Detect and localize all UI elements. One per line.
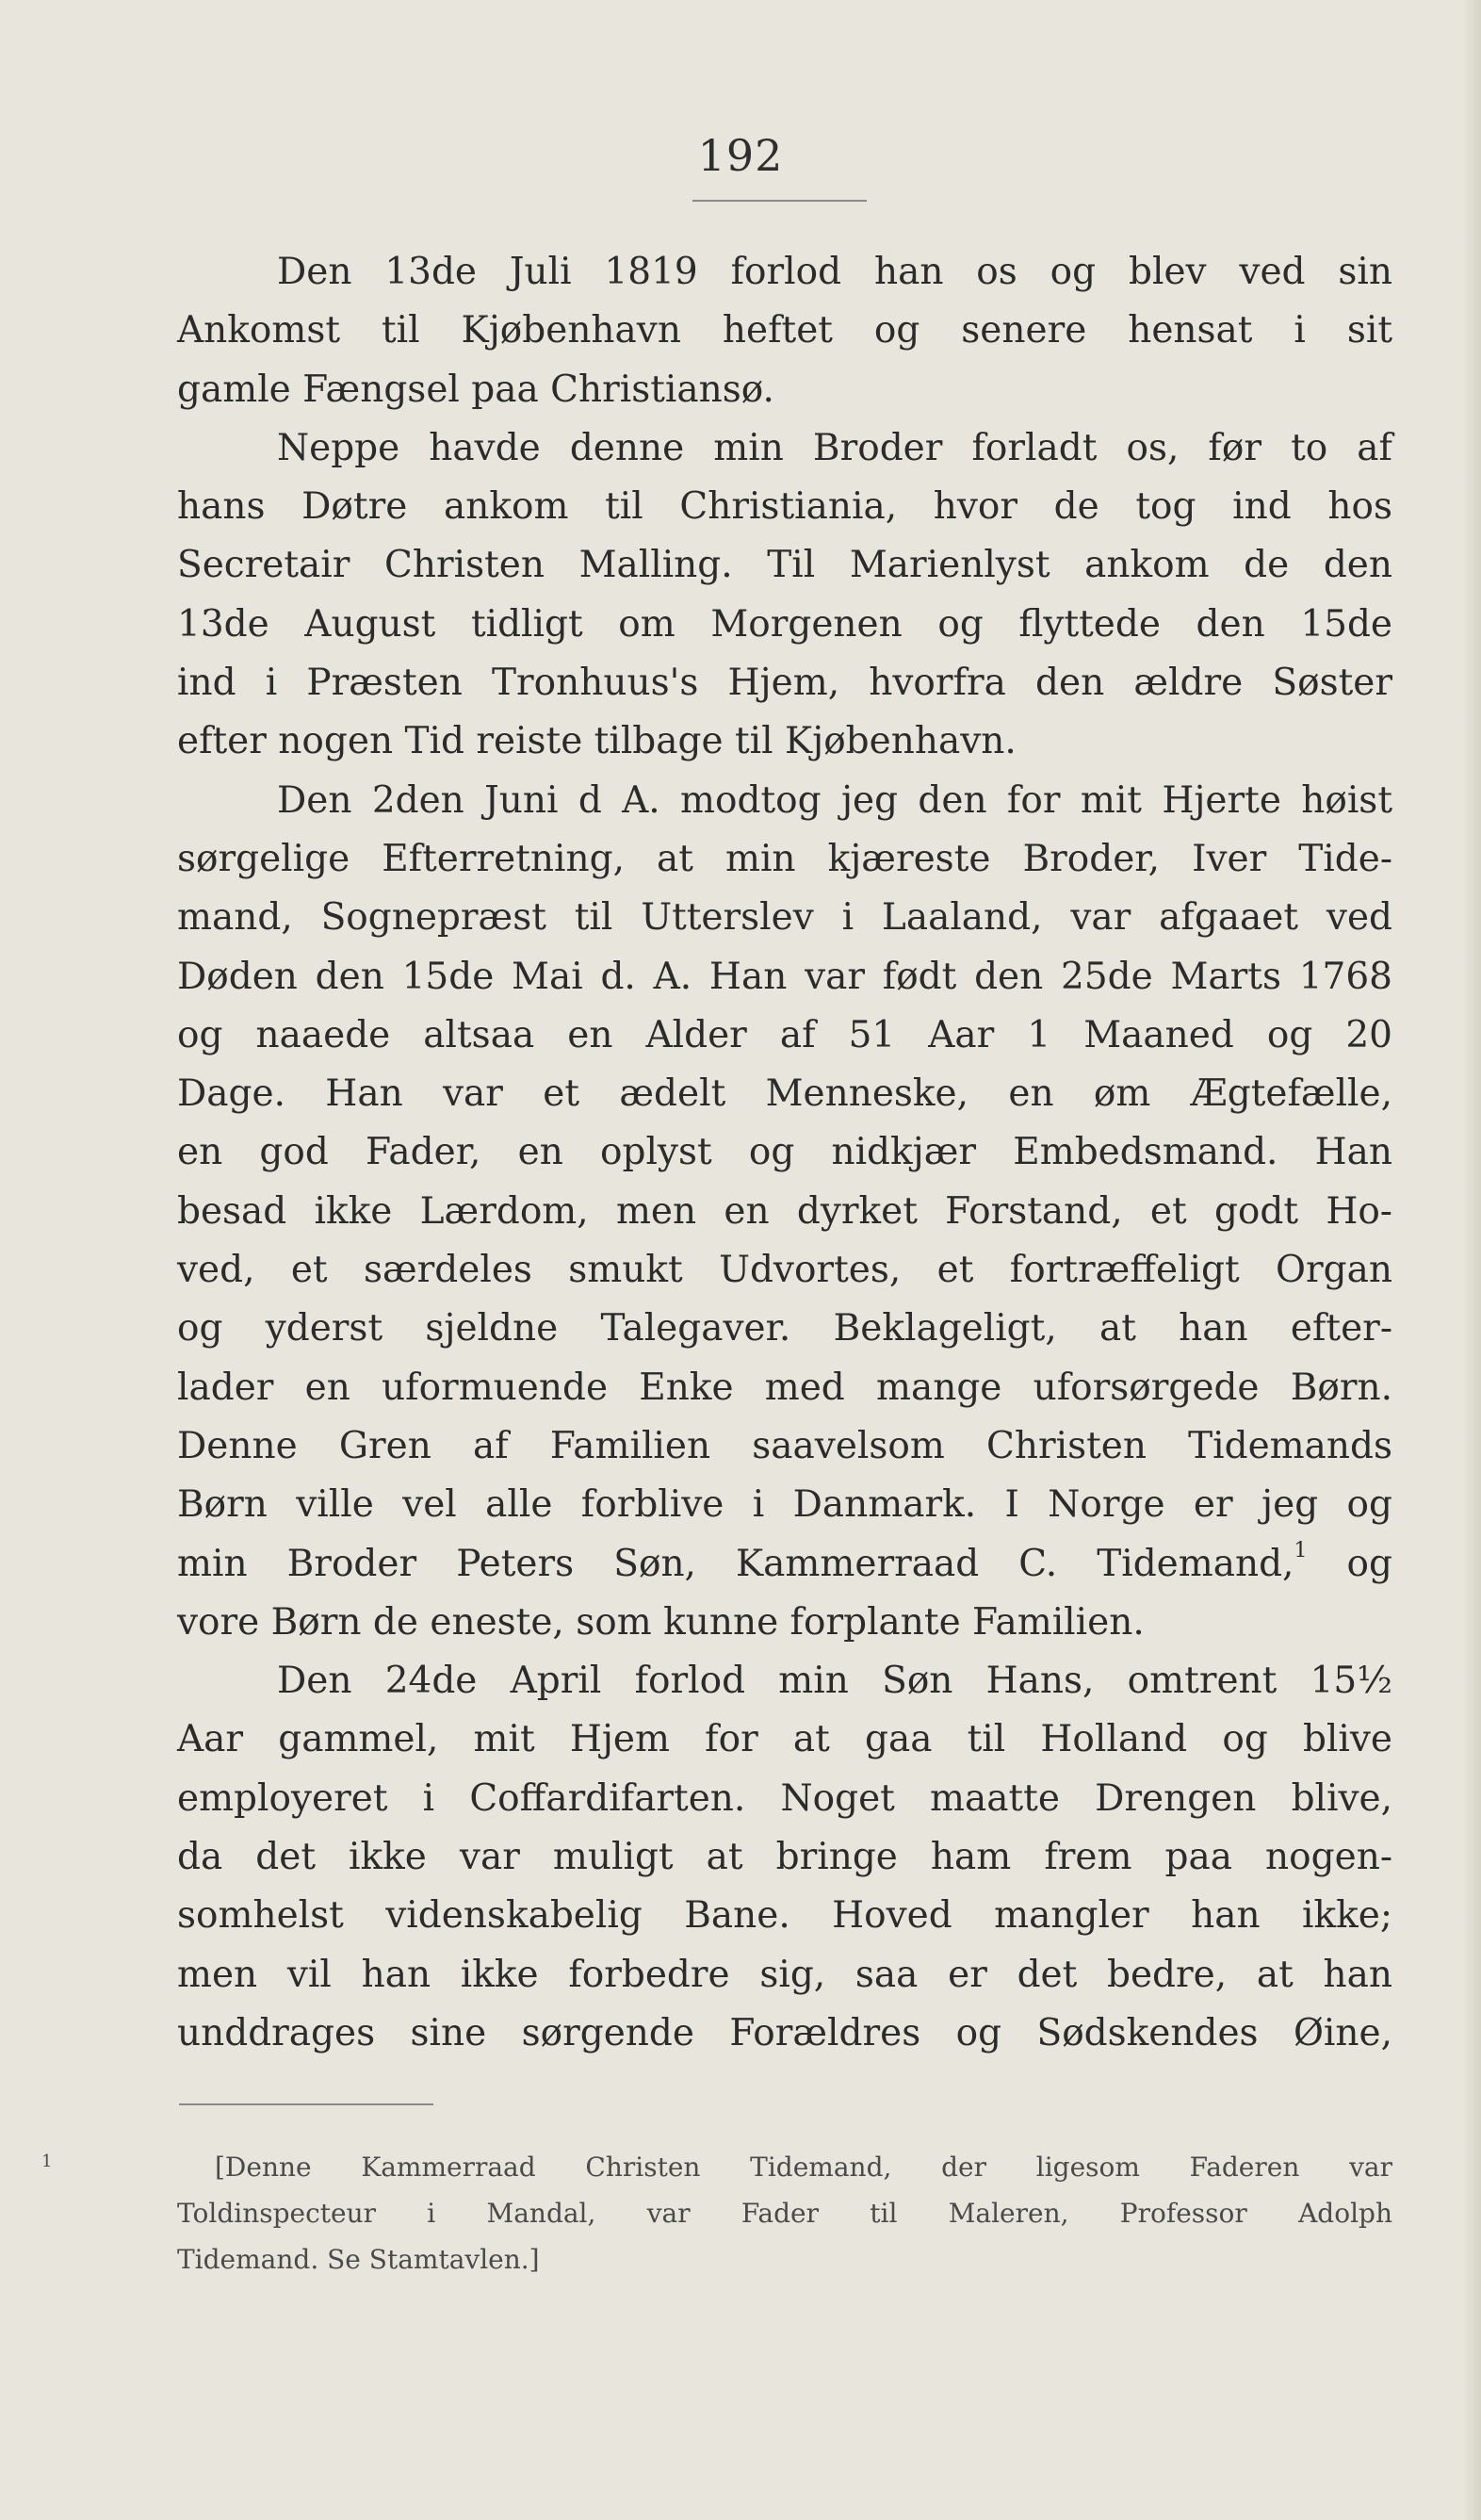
text-line: Den 13de Juli 1819 forlod han os og blev ved sin [277, 251, 1392, 293]
text-line: en god Fader, en oplyst og nidkjær Embedsmand. Han [177, 1131, 1392, 1174]
text-line: Dage. Han var et ædelt Menneske, en øm Ægtefælle, [177, 1072, 1392, 1116]
text-line: Neppe havde denne min Broder forladt os, før to af [277, 426, 1392, 469]
footnote-reference[interactable]: 1 [1294, 1538, 1308, 1563]
text-line: lader en uformuende Enke med mange uforsørgede Børn. [177, 1366, 1392, 1409]
text-line: Ankomst til Kjøbenhavn heftet og senere hensat i sit [177, 309, 1392, 352]
text-line: mand, Sognepræst til Utterslev i Laaland, var afgaaet ved [177, 896, 1392, 940]
footnote-line: Toldinspecteur i Mandal, var Fader til Maleren, Professor Adolph [177, 2198, 1392, 2229]
text-line: hans Døtre ankom til Christiania, hvor de tog ind hos [177, 485, 1392, 529]
footnote-marker: 1 [41, 2152, 53, 2171]
text-line: men vil han ikke forbedre sig, saa er det bedre, at han [177, 1953, 1392, 1996]
footnote-rule [179, 2103, 433, 2105]
text-line: Den 2den Juni d A. modtog jeg den for mit Hjerte høist [277, 778, 1392, 822]
text-line: Døden den 15de Mai d. A. Han var født den 25de Marts 1768 [177, 955, 1392, 998]
main-text [177, 243, 1392, 2063]
text-line: Secretair Christen Malling. Til Marienlyst ankom de den [177, 544, 1392, 587]
text-line: efter nogen Tid reiste tilbage til Kjøbenhavn. [177, 720, 1017, 763]
text-line: Børn ville vel alle forblive i Danmark. I Norge er jeg og [177, 1483, 1392, 1527]
text-line: og yderst sjeldne Talegaver. Beklageligt, at han efter- [177, 1307, 1392, 1350]
page-number: 192 [697, 130, 784, 181]
text-line: Den 24de April forlod min Søn Hans, omtrent 15½ [277, 1660, 1392, 1703]
text-line: Aar gammel, mit Hjem for at gaa til Holland og blive [177, 1718, 1392, 1761]
footnote-line: [Denne Kammerraad Christen Tidemand, der ligesom Faderen var [215, 2152, 1392, 2183]
text-line: og naaede altsaa en Alder af 51 Aar 1 Maaned og 20 [177, 1013, 1392, 1056]
text-line: somhelst videnskabelig Bane. Hoved mangler han ikke; [177, 1894, 1392, 1938]
footnote [177, 2144, 1392, 2283]
text-line-tail: og [1346, 1542, 1392, 1585]
text-line: sørgelige Efterretning, at min kjæreste Broder, Iver Tide- [177, 837, 1392, 880]
text-line: besad ikke Lærdom, men en dyrket Forstand, et godt Ho- [177, 1189, 1392, 1233]
text-line: gamle Fængsel paa Christiansø. [177, 368, 774, 411]
text-line: ved, et særdeles smukt Udvortes, et fortræffeligt Organ [177, 1249, 1392, 1292]
page-edge-shadow [1462, 0, 1481, 2520]
text-line: employeret i Coffardifarten. Noget maatte Drengen blive, [177, 1776, 1392, 1820]
footnote-line: Tidemand. Se Stamtavlen.] [177, 2244, 540, 2275]
text-line-head: min Broder Peters Søn, Kammerraad C. Tidemand, [177, 1542, 1294, 1585]
text-line: da det ikke var muligt at bringe ham frem paa nogen- [177, 1836, 1392, 1879]
text-line: 13de August tidligt om Morgenen og flyttede den 15de [177, 602, 1392, 646]
text-line: Denne Gren af Familien saavelsom Christen Tidemands [177, 1424, 1392, 1467]
text-line: unddrages sine sørgende Forældres og Sødskendes Øine, [177, 2011, 1392, 2054]
text-line-with-footnote-ref [177, 1535, 1392, 1594]
text-line: ind i Præsten Tronhuus's Hjem, hvorfra den ældre Søster [177, 662, 1392, 705]
text-line: vore Børn de eneste, som kunne forplante Familien. [177, 1600, 1145, 1644]
header-rule [692, 200, 867, 202]
